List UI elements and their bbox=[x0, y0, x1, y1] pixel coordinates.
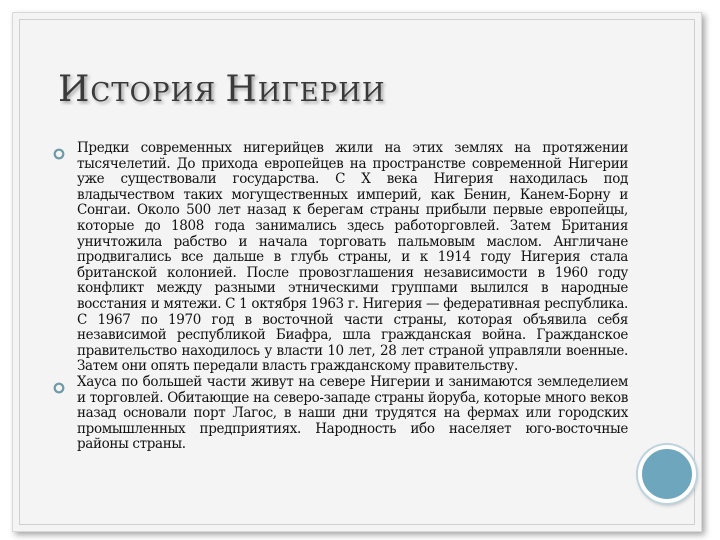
bullet-text-history: Предки современных нигерийцев жили на этих землях на протяжении тысячелетий. До прихода европейцев на пространстве современной Нигерии уже существовали государства. С X века Нигерия находилась под владычеством таких могущественных империй, как Бенин, Канем-Борну и Сонгаи. Около 500 лет назад к берегам страны прибыли первые европейцы, которые до 1808 года занимались здесь работорговлей. Затем Британия уничтожила рабство и начала торговать пальмовым маслом. Англичане продвигались все дальше в глубь страны, и к 1914 году Нигерия стала британской колонией. После провозглашения независимости в 1960 году конфликт между разными этническими группами вылился в народные восстания и мятежи. С 1 октября 1963 г. Нигерия — федеративная республика. С 1967 по 1970 год в восточной части страны, которая объявила себя независимой республикой Биафра, шла гражданская война. Гражданское правительство находилось у власти 10 лет, 28 лет страной управляли военные. Затем они опять передали власть гражданскому правительству. bbox=[77, 140, 628, 375]
slide-title bbox=[58, 69, 386, 110]
bullet-item-peoples bbox=[53, 375, 628, 453]
corner-circle-decoration bbox=[638, 445, 696, 503]
title-initial-2: Н bbox=[225, 69, 258, 110]
bullet-item-history bbox=[53, 141, 628, 375]
bullet-icon bbox=[53, 379, 65, 391]
title-rest-2: ИГЕРИИ bbox=[257, 78, 386, 108]
bullet-text-peoples: Хауса по большей части живут на севере Нигерии и занимаются земледелием и торговлей. Обитающие на северо-западе страны йоруба, которые много веков назад основали порт Лагос, в наши дни трудятся на фермах или городских промышленных предприятиях. Народность ибо населяет юго-восточные районы страны. bbox=[77, 373, 628, 453]
bullet-icon bbox=[53, 145, 65, 157]
slide-frame bbox=[12, 12, 702, 532]
bullet-list bbox=[53, 141, 628, 453]
title-initial-1: И bbox=[58, 69, 91, 110]
title-rest-1: СТОРИЯ bbox=[90, 78, 226, 108]
